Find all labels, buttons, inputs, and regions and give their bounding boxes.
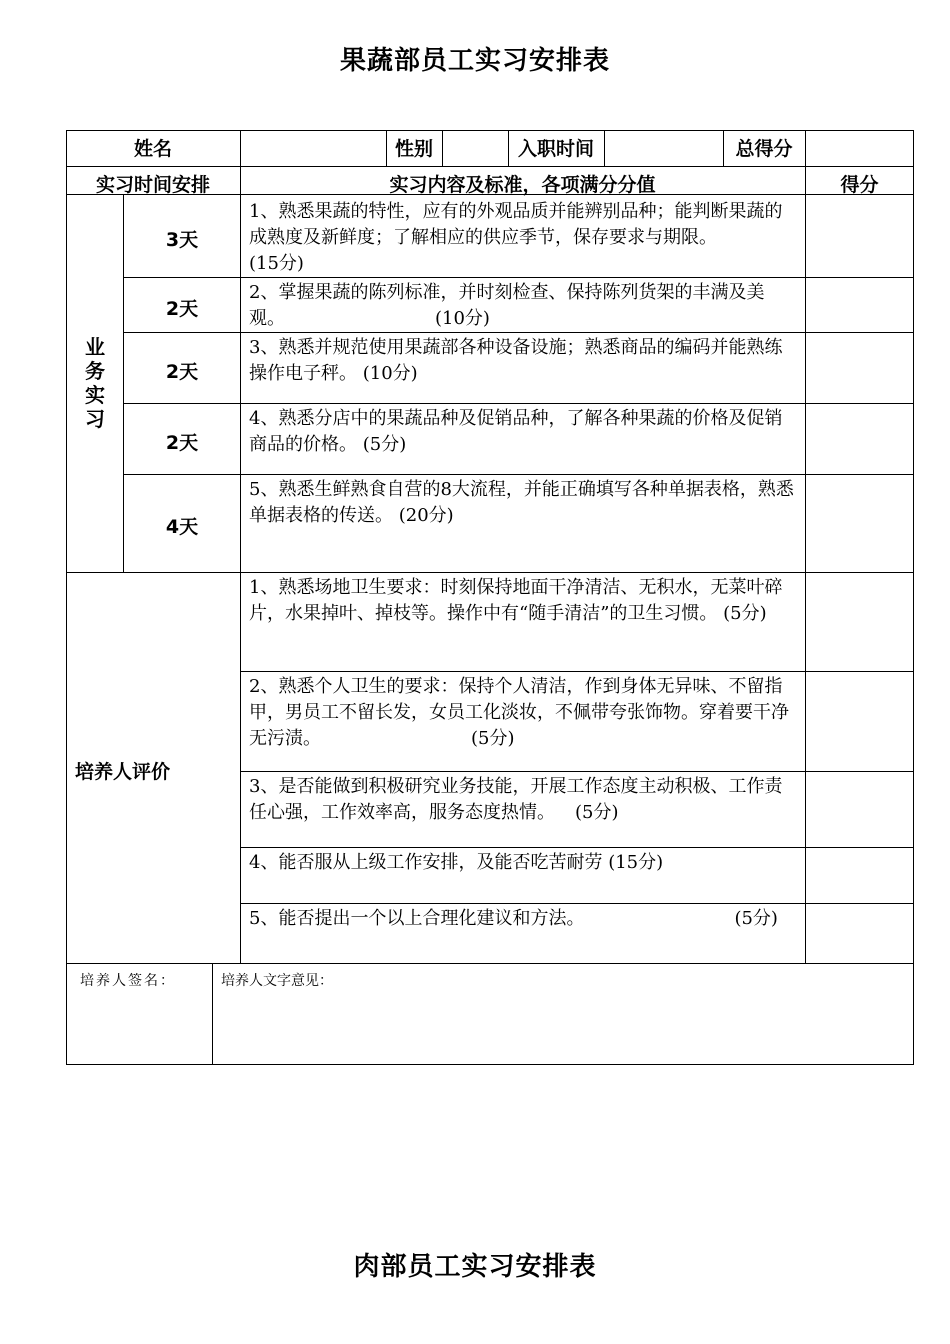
- item-score: (5分): [362, 434, 407, 455]
- row-divider: [240, 847, 914, 848]
- row-divider: [123, 403, 914, 404]
- row-divider: [66, 963, 914, 964]
- item-score: (15分): [249, 253, 304, 274]
- schedule-column-header: 实习时间安排: [95, 174, 210, 196]
- evaluation-item: 5、能否提出一个以上合理化建议和方法。 (5分): [249, 908, 778, 929]
- evaluation-item: 1、熟悉场地卫生要求：时刻保持地面干净清洁、无积水，无菜叶碎片，水果掉叶、掉枝等。操作中有“随手清洁”的卫生习惯。 (5分): [249, 577, 783, 624]
- days-cell: 2天: [165, 298, 199, 320]
- business-item: 3、熟悉并规范使用果蔬部各种设备设施；熟悉商品的编码并能熟练操作电子秤。 (10分): [249, 337, 783, 384]
- business-practice-label: 业务实习: [85, 335, 105, 431]
- item-score: (5分): [723, 603, 767, 624]
- business-item: 5、熟悉生鲜熟食自营的8大流程，并能正确填写各种单据表格，熟悉单据表格的传送。 (20分): [249, 479, 794, 526]
- evaluation-item: 3、是否能做到积极研究业务技能，开展工作态度主动积极、工作责任心强，工作效率高，服务态度热情。 (5分): [249, 776, 783, 823]
- col-divider: [240, 130, 241, 963]
- item-score: (15分): [608, 852, 664, 873]
- row-divider: [123, 277, 914, 278]
- trainer-opinion-label: 培养人文字意见：: [221, 973, 333, 989]
- score-column-header: 得分: [840, 174, 879, 196]
- item-score: (5分): [734, 908, 778, 929]
- total-score-label: 总得分: [735, 138, 793, 160]
- next-document-title: 肉部员工实习安排表: [353, 1252, 597, 1282]
- row-divider: [66, 166, 914, 167]
- days-cell: 3天: [165, 229, 199, 251]
- days-cell: 2天: [165, 361, 199, 383]
- content-column-header: 实习内容及标准，各项满分分值: [389, 174, 656, 196]
- days-cell: 2天: [165, 432, 199, 454]
- item-score: (20分): [398, 505, 454, 526]
- row-divider: [123, 332, 914, 333]
- item-score: (10分): [435, 308, 490, 329]
- col-divider: [442, 130, 443, 166]
- evaluation-item: 4、能否服从上级工作安排，及能否吃苦耐劳 (15分): [249, 852, 664, 873]
- row-divider: [240, 903, 914, 904]
- trainer-evaluation-label: 培养人评价: [75, 761, 171, 783]
- entry-date-label: 入职时间: [517, 138, 594, 160]
- business-item: 1、熟悉果蔬的特性，应有的外观品质并能辨别品种；能判断果蔬的成熟度及新鲜度；了解相应的供应季节，保存要求与期限。(15分): [249, 201, 783, 274]
- item-score: (10分): [362, 363, 418, 384]
- row-divider: [240, 771, 914, 772]
- item-score: (5分): [575, 802, 619, 823]
- row-divider: [66, 572, 914, 573]
- col-divider: [212, 963, 213, 1065]
- document-title: 果蔬部员工实习安排表: [339, 46, 610, 76]
- days-cell: 4天: [165, 516, 199, 538]
- col-divider: [805, 130, 806, 963]
- col-divider: [604, 130, 605, 166]
- row-divider: [123, 474, 914, 475]
- row-divider: [240, 671, 914, 672]
- trainer-signature-label: 培养人签名：: [80, 973, 176, 989]
- business-item: 2、掌握果蔬的陈列标准，并时刻检查、保持陈列货架的丰满及美观。 (10分): [249, 282, 765, 329]
- item-score: (5分): [471, 728, 515, 749]
- business-item: 4、熟悉分店中的果蔬品种及促销品种，了解各种果蔬的价格及促销商品的价格。 (5分): [249, 408, 783, 455]
- name-label: 姓名: [133, 138, 172, 160]
- evaluation-item: 2、熟悉个人卫生的要求：保持个人清洁，作到身体无异味、不留指甲，男员工不留长发，女员工化淡妆，不佩带夸张饰物。穿着要干净无污渍。 (5分): [249, 676, 789, 749]
- gender-label: 性别: [394, 138, 433, 160]
